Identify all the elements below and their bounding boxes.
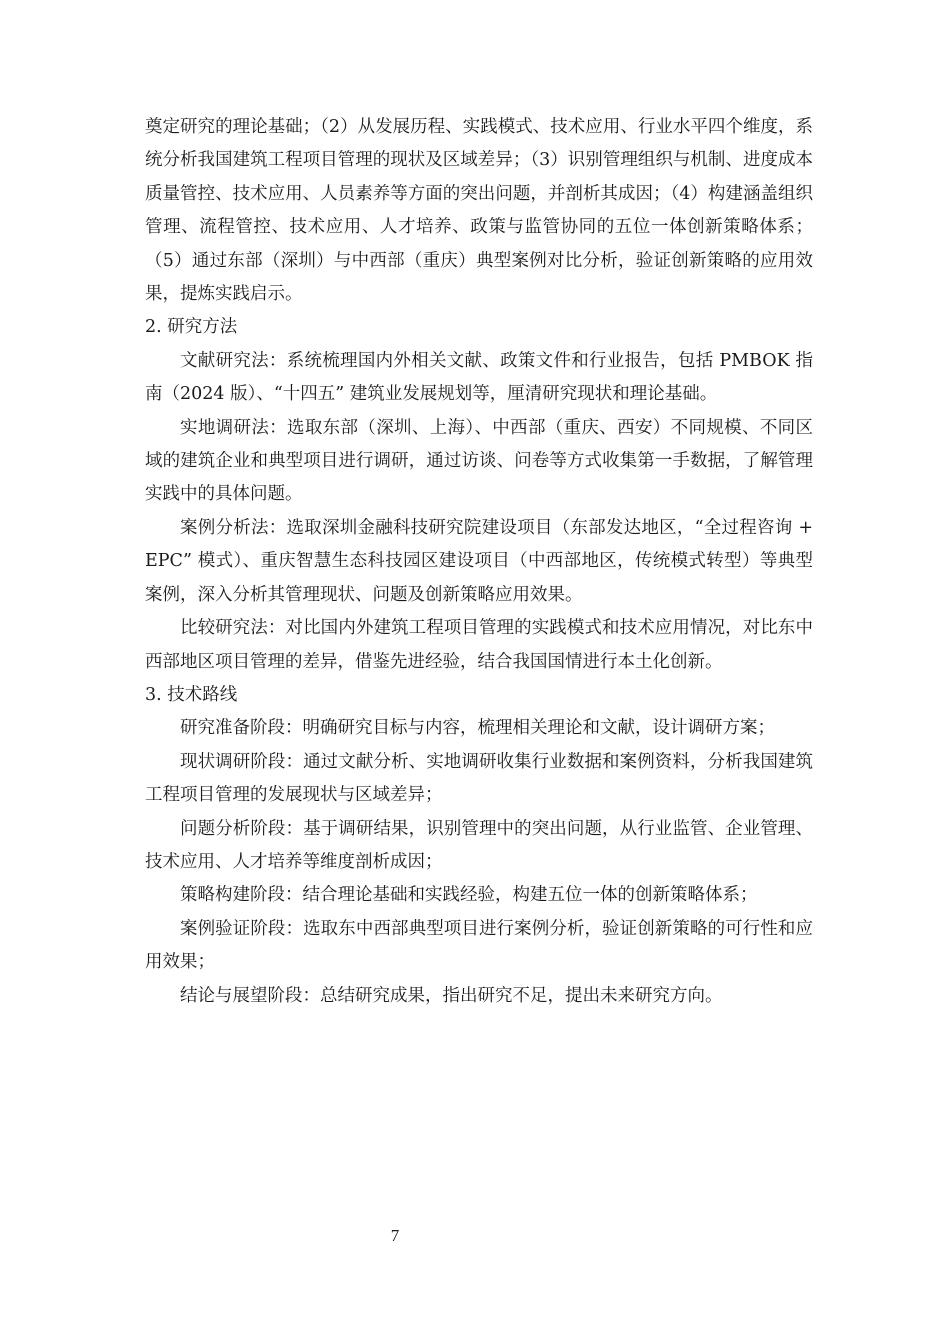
page-number: 7 xyxy=(390,1226,400,1245)
paragraph-conclusion-stage: 结论与展望阶段：总结研究成果，指出研究不足，提出未来研究方向。 xyxy=(180,985,723,1006)
paragraph-survey-stage: 现状调研阶段：通过文献分析、实地调研收集行业数据和案例资料，分析我国建筑工程项目管理的发展现状与区域差异； xyxy=(145,751,813,806)
paragraph-strategy-stage: 策略构建阶段：结合理论基础和实践经验，构建五位一体的创新策略体系； xyxy=(180,885,758,906)
paragraph-field-research: 实地调研法：选取东部（深圳、上海）、中西部（重庆、西安）不同规模、不同区域的建筑企业和典型项目进行调研，通过访谈、问卷等方式收集第一手数据，了解管理实践中的具体问题。 xyxy=(145,417,813,505)
document-body xyxy=(145,111,813,1013)
paragraph-comparative-research: 比较研究法：对比国内外建筑工程项目管理的实践模式和技术应用情况，对比东中西部地区项目管理的差异，借鉴先进经验，结合我国国情进行本土化创新。 xyxy=(145,618,813,672)
paragraph-problem-analysis-stage: 问题分析阶段：基于调研结果，识别管理中的突出问题，从行业监管、企业管理、技术应用、人才培养等维度剖析成因； xyxy=(145,818,813,872)
paragraph-literature-research: 文献研究法：系统梳理国内外相关文献、政策文件和行业报告，包括 PMBOK 指南（2024 版）、“十四五” 建筑业发展规划等，厘清研究现状和理论基础。 xyxy=(145,350,813,405)
section-heading-technical-route: 3. 技术路线 xyxy=(145,684,238,705)
paragraph-case-analysis: 案例分析法：选取深圳金融科技研究院建设项目（东部发达地区，“全过程咨询 + EPC” 模式）、重庆智慧生态科技园区建设项目（中西部地区，传统模式转型）等典型案例，深入分析其管理现状、问题及创新策略应用效果。 xyxy=(145,517,813,605)
paragraph-preparation-stage: 研究准备阶段：明确研究目标与内容，梳理相关理论和文献，设计调研方案； xyxy=(180,718,775,739)
section-heading-research-methods: 2. 研究方法 xyxy=(145,317,238,338)
intro-continuation-paragraph: 奠定研究的理论基础；（2）从发展历程、实践模式、技术应用、行业水平四个维度，系统分析我国建筑工程项目管理的现状及区域差异；（3）识别管理组织与机制、进度成本质量管控、技术应用、人员素养等方面的突出问题，并剖析其成因；（4）构建涵盖组织管理、流程管控、技术应用、人才培养、政策与监管协同的五位一体创新策略体系；（5）通过东部（深圳）与中西部（重庆）典型案例对比分析，验证创新策略的应用效果，提炼实践启示。 xyxy=(145,117,813,305)
paragraph-case-validation-stage: 案例验证阶段：选取东中西部典型项目进行案例分析，验证创新策略的可行性和应用效果； xyxy=(145,918,813,973)
